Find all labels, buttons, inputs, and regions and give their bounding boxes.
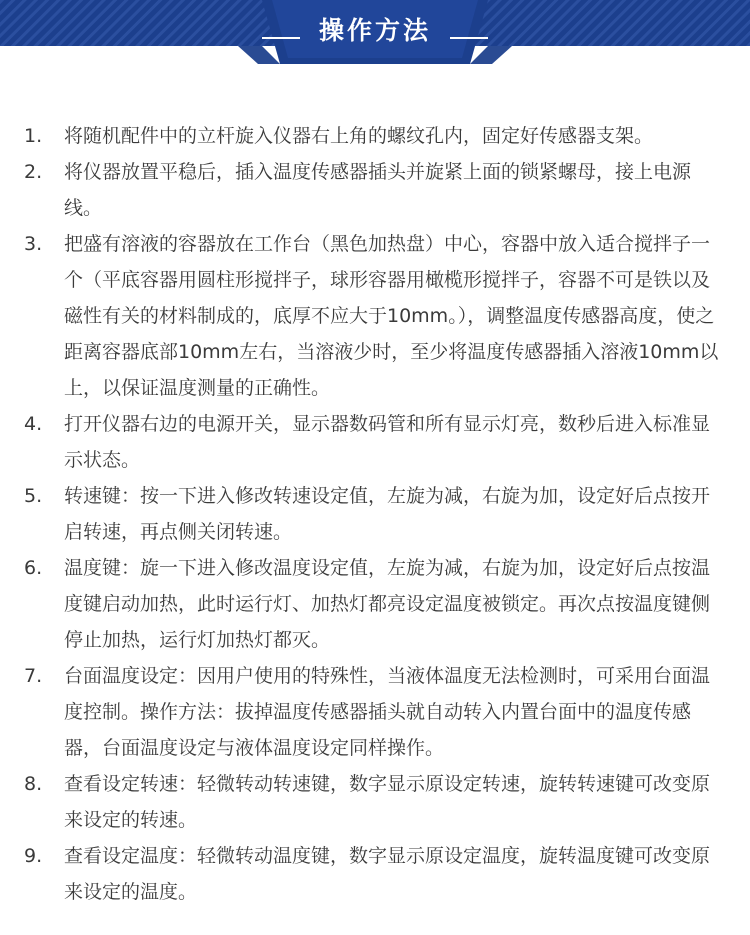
list-item <box>24 838 724 910</box>
step-text: 台面温度设定：因用户使用的特殊性，当液体温度无法检测时，可采用台面温度控制。操作方法：拔掉温度传感器插头就自动转入内置台面中的温度传感器，台面温度设定与液体温度设定同样操作。 <box>64 665 711 759</box>
step-text: 将随机配件中的立杆旋入仪器右上角的螺纹孔内，固定好传感器支架。 <box>64 125 654 147</box>
step-text: 把盛有溶液的容器放在工作台（黑色加热盘）中心，容器中放入适合搅拌子一个（平底容器用圆柱形搅拌子，球形容器用橄榄形搅拌子，容器不可是铁以及磁性有关的材料制成的，底厚不应大于10mm。），调整温度传感器高度，使之距离容器底部10mm左右，当溶液少时，至少将温度传感器插入溶液10mm以上，以保证温度测量的正确性。 <box>64 233 719 399</box>
list-item <box>24 226 724 406</box>
header-banner <box>0 0 750 72</box>
step-text: 打开仪器右边的电源开关，显示器数码管和所有显示灯亮，数秒后进入标准显示状态。 <box>64 413 711 471</box>
page-title: 操作方法 <box>318 16 431 45</box>
step-number: 7. <box>24 665 43 687</box>
step-number: 8. <box>24 773 43 795</box>
step-number: 4. <box>24 413 43 435</box>
list-item <box>24 658 724 766</box>
list-item <box>24 406 724 478</box>
step-text: 温度键：旋一下进入修改温度设定值，左旋为减，右旋为加，设定好后点按温度键启动加热，此时运行灯、加热灯都亮设定温度被锁定。再次点按温度键侧停止加热，运行灯加热灯都灭。 <box>64 557 711 651</box>
step-text: 将仪器放置平稳后，插入温度传感器插头并旋紧上面的锁紧螺母，接上电源线。 <box>64 161 692 219</box>
list-item <box>24 154 724 226</box>
step-number: 5. <box>24 485 43 507</box>
list-item <box>24 550 724 658</box>
step-number: 1. <box>24 125 43 147</box>
list-item <box>24 118 724 154</box>
step-number: 6. <box>24 557 43 579</box>
step-number: 3. <box>24 233 43 255</box>
step-number: 9. <box>24 845 43 867</box>
instruction-list <box>24 118 724 910</box>
step-number: 2. <box>24 161 43 183</box>
list-item <box>24 766 724 838</box>
step-text: 查看设定温度：轻微转动温度键，数字显示原设定温度，旋转温度键可改变原来设定的温度。 <box>64 845 711 903</box>
step-text: 转速键：按一下进入修改转速设定值，左旋为减，右旋为加，设定好后点按开启转速，再点侧关闭转速。 <box>64 485 711 543</box>
list-item <box>24 478 724 550</box>
step-text: 查看设定转速：轻微转动转速键，数字显示原设定转速，旋转转速键可改变原来设定的转速。 <box>64 773 711 831</box>
